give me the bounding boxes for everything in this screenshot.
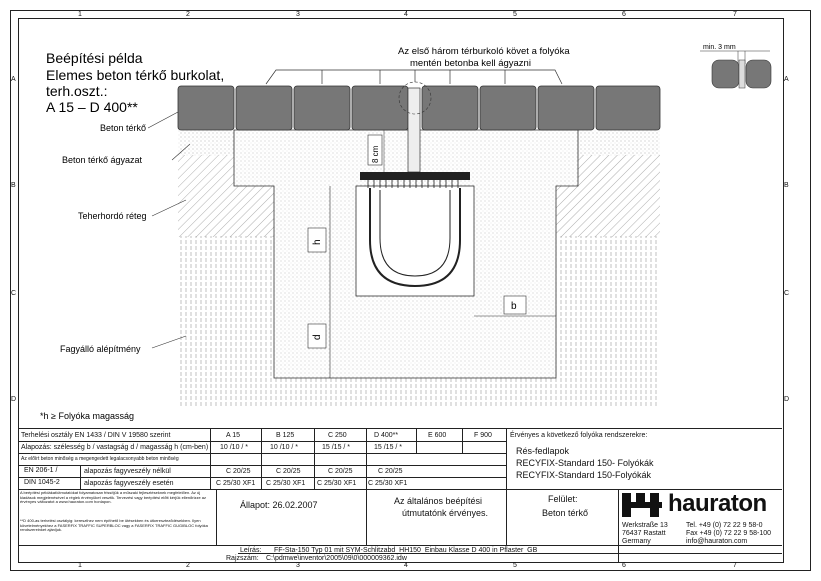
norm-line-1: EN 206-1 /	[24, 467, 58, 474]
title-line-4: A 15 – D 400**	[46, 99, 138, 115]
valid-line-2: RECYFIX-Standard 150- Folyókák	[516, 458, 654, 468]
slot-grate-stem	[408, 88, 420, 172]
row-marker: C	[784, 290, 790, 297]
column-marker: 2	[186, 11, 190, 18]
label-agyazat: Beton térkő ágyazat	[62, 155, 143, 165]
description-label: Leírás:	[240, 547, 262, 554]
class-cell: E 600	[428, 432, 447, 439]
frost-cell: C 20/25	[276, 468, 301, 475]
column-marker: 2	[186, 562, 190, 569]
note-revisions: A beépítési példákat/útmutatókat folyamatosan frissítjük a műszaki fejlesztéseknek megfelelően. Az új kiadások megjelenésével a régiek érvényüket vesztik. Tervezési vagy beépítési előtt kérjük ellenőrizze az érvényes változatot a www.hauraton.com honlapon.	[20, 490, 207, 505]
detail-label: min. 3 mm	[703, 44, 736, 51]
column-marker: 7	[733, 11, 737, 18]
title-line-3: terh.oszt.:	[46, 83, 108, 99]
valid-for-label: Érvényes a következő folyóka rendszerekre:	[510, 432, 648, 439]
row-marker: B	[784, 182, 789, 189]
hauraton-mark-icon	[622, 493, 662, 517]
column-marker: 3	[296, 562, 300, 569]
class-cell: C 250	[328, 432, 347, 439]
foundation-label: Alapozás: szélesség b / vastagság d / magasság h (cm-ben)	[21, 444, 209, 451]
channel-top-bar	[360, 172, 470, 180]
row-marker: A	[784, 76, 789, 83]
column-marker: 4	[404, 562, 408, 569]
surface-label: Felület:	[548, 494, 578, 504]
frost-cell: C 25/30 XF1	[216, 480, 256, 487]
title-line-1: Beépítési példa	[46, 50, 143, 66]
address-city: 76437 Rastatt	[622, 530, 666, 537]
frost-cell: C 25/30 XF1	[266, 480, 306, 487]
detail-paver-right	[746, 60, 771, 88]
class-cell: D 400**	[374, 432, 399, 439]
column-marker: 5	[513, 11, 517, 18]
contact-tel: Tel. +49 (0) 72 22 9 58-0	[686, 522, 763, 529]
general-note-line-1: Az általános beépítési	[394, 496, 483, 506]
channel-pocket	[356, 186, 474, 296]
label-beton-terko: Beton térkő	[100, 123, 147, 133]
row-marker: D	[784, 396, 790, 403]
table-header-label: Terhelési osztály EN 1433 / DIN V 19580 szerint	[21, 432, 171, 439]
row-marker: B	[11, 182, 16, 189]
address-country: Germany	[622, 538, 651, 545]
class-cell: B 125	[276, 432, 295, 439]
quality-note: Az előírt beton minőség a megengedett legalacsonyabb beton minőség	[21, 456, 179, 462]
label-teherhordo: Teherhordó réteg	[78, 211, 147, 221]
dim-h: h	[312, 239, 323, 245]
note-d400: **D 400-as terhelési osztályig: kereszthez nem építhető be ütésekben és útkereszteződésekben. Ilyen követelményekhez a FASERFIX TRAFFIC SUPERBLOC vagy a FASERFIX TRAFFIC GUGIBLOC folyóka rendszereinket ajánljuk.	[20, 518, 208, 533]
column-marker: 4	[404, 11, 408, 18]
column-marker: 3	[296, 11, 300, 18]
bedding-layer	[578, 130, 660, 156]
column-marker: 6	[622, 11, 626, 18]
frost-label-1: alapozás fagyveszély nélkül	[84, 468, 171, 475]
frost-cell: C 25/30 XF1	[368, 480, 408, 487]
dim-b: b	[511, 301, 517, 312]
contact-email: info@hauraton.com	[686, 538, 748, 545]
footnote: *h ≥ Folyóka magasság	[40, 411, 134, 421]
brand-name: hauraton	[668, 490, 767, 517]
valid-line-3: RECYFIX-Standard 150-Folyókák	[516, 470, 652, 480]
annotation-leader	[266, 70, 562, 84]
address-street: Werkstraße 13	[622, 522, 668, 529]
foundation-cell: 10 /10 / *	[220, 444, 249, 451]
column-marker: 1	[78, 562, 82, 569]
title-line-2: Elemes beton térkő burkolat,	[46, 67, 225, 83]
hauraton-logo	[622, 492, 782, 518]
state-date: Állapot: 26.02.2007	[240, 500, 318, 510]
annotation-line-1: Az első három térburkoló követ a folyóka	[398, 46, 570, 57]
surface-value: Beton térkő	[542, 508, 589, 518]
frost-label-2: alapozás fagyveszély esetén	[84, 480, 174, 487]
column-marker: 1	[78, 11, 82, 18]
column-marker: 6	[622, 562, 626, 569]
drawing-label: Rajzszám:	[226, 555, 259, 562]
class-cell: A 15	[226, 432, 241, 439]
dim-d: d	[312, 334, 323, 340]
frost-cell: C 20/25	[378, 468, 403, 475]
row-marker: C	[11, 290, 17, 297]
foundation-cell: 15 /15 / *	[322, 444, 351, 451]
drawing-value: C:\pdmwe\inventor\2005\09\0\000009362.idw	[266, 555, 407, 562]
frost-cell: C 25/30 XF1	[317, 480, 357, 487]
foundation-cell: 15 /15 / *	[374, 444, 403, 451]
norm-line-2: DIN 1045-2	[24, 479, 60, 486]
annotation-line-2: mentén betonba kell ágyazni	[410, 58, 531, 69]
valid-line-1: Rés-fedlapok	[516, 446, 570, 456]
general-note-line-2: útmutatónk érvényes.	[402, 508, 489, 518]
row-marker: D	[11, 396, 17, 403]
contact-fax: Fax +49 (0) 72 22 9 58-100	[686, 530, 772, 537]
class-cell: F 900	[474, 432, 492, 439]
spec-table	[18, 428, 782, 562]
dim-8cm: 8 cm	[371, 145, 380, 163]
bedding-layer	[178, 130, 234, 156]
frost-cell: C 20/25	[226, 468, 251, 475]
frost-cell: C 20/25	[328, 468, 353, 475]
description-value: FF-Sta-150 Typ 01 mit SYM-Schlitzabd_HH150_Einbau Klasse D 400 in Pflaster_GB	[274, 547, 538, 554]
label-fagyallo: Fagyálló alépítmény	[60, 344, 141, 354]
foundation-cell: 10 /10 / *	[270, 444, 299, 451]
column-marker: 7	[733, 562, 737, 569]
column-marker: 5	[513, 562, 517, 569]
row-marker: A	[11, 76, 16, 83]
detail-paver-left	[712, 60, 739, 88]
